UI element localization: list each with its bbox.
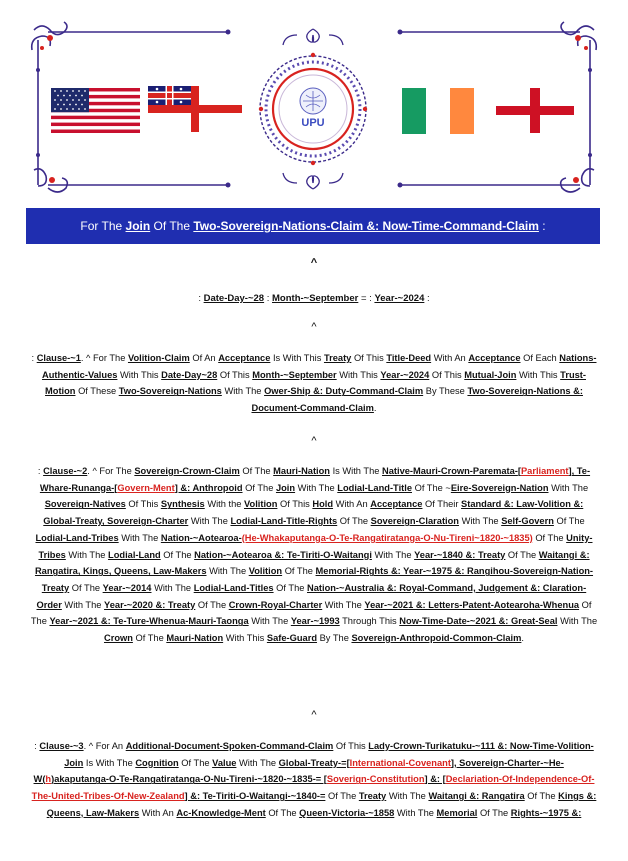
- clause-key-term: Now-Time-Date-~2021 &: Great-Seal: [399, 616, 558, 627]
- clause-text: With The: [371, 549, 415, 560]
- clause-text: With An: [139, 807, 177, 818]
- clause-key-term: Year-~2024: [380, 369, 430, 380]
- clause-red-term: Soverign-Constitution: [326, 774, 425, 785]
- clause-key-term: Sovereign-Claration: [370, 516, 459, 527]
- clause-text: . ^ For The: [80, 353, 128, 363]
- clause-key-term: Memorial-Rights &: Year-~1975 &: Rangihou-Sovereign-Nation-Treaty: [41, 566, 594, 593]
- clause-text: Of The: [505, 549, 539, 560]
- title-banner: [26, 208, 600, 244]
- clause-red-term: International-Covenant: [349, 757, 451, 768]
- header-emblems: [0, 0, 628, 200]
- clause-text: With the: [204, 499, 245, 510]
- clause-text: Through This: [339, 616, 400, 627]
- clause-text: Of The: [160, 549, 195, 560]
- clause-text: Of Their: [422, 499, 462, 510]
- ireland-flag-icon: [402, 88, 474, 134]
- clause-key-term: Sovereign-Crown-Claim: [134, 466, 240, 476]
- clause-text: Of The: [239, 466, 274, 476]
- clause-key-term: Clause-~1: [36, 353, 81, 363]
- clause-key-term: Year-~2020 &: Treaty: [104, 599, 196, 610]
- clause-key-term: Volition: [244, 499, 278, 510]
- clause-text: Of The: [325, 791, 359, 802]
- caret-separator: ^: [311, 709, 317, 721]
- clause-text: With The: [65, 549, 109, 560]
- clause-key-term: Acceptance: [370, 499, 423, 510]
- clause-text: With The: [151, 582, 194, 593]
- clause-key-term: ] &: Te-Tiriti-O-Waitangi-~1840-=: [184, 791, 326, 802]
- clause-key-term: Additional-Document-Spoken-Command-Claim: [125, 741, 334, 751]
- clause-key-term: Date-Day~28: [161, 369, 218, 380]
- clause-text: . ^ For The: [87, 466, 135, 476]
- clause-key-term: Year-~2014: [102, 582, 152, 593]
- clause-key-term: ], Sovereign-Charter-~He-W(: [33, 757, 564, 785]
- clause-text: With The: [394, 807, 437, 818]
- united-states-flag-icon: [51, 88, 140, 133]
- clause-key-term: Join: [275, 482, 296, 493]
- clause-text: With The: [188, 516, 231, 527]
- clause-key-term: ] &: Anthropoid: [174, 482, 243, 493]
- clause-red-term: Declariation-Of-Independence-Of-The-United-Tribes-Of-New-Zealand: [31, 774, 595, 802]
- clause-text: With An: [431, 353, 469, 363]
- clause-key-term: Self-Govern: [501, 516, 554, 527]
- clause-red-term: Govern-Ment: [117, 482, 175, 493]
- clause-key-term: Sovereign-Natives: [44, 499, 126, 510]
- clause-key-term: Sovereign-Anthropoid-Common-Claim: [351, 633, 522, 644]
- clause-text: With This: [117, 369, 162, 380]
- clause-key-term: Mauri-Nation: [166, 633, 224, 644]
- clause-key-term: Nations-Authentic-Values: [41, 353, 597, 380]
- clause-key-term: Crown-Royal-Charter: [228, 599, 323, 610]
- clause-key-term: Two-Sovereign-Nations &: Document-Command-Claim: [251, 386, 583, 414]
- clause-1: [30, 350, 598, 417]
- clause-text: Is With The: [83, 757, 136, 768]
- clause-key-term: Crown: [103, 633, 133, 644]
- clause-key-term: Trust-Motion: [45, 369, 586, 397]
- clause-text: Of The: [242, 482, 276, 493]
- clause-text: Of The: [265, 807, 300, 818]
- clause-2: [30, 463, 598, 647]
- clause-text: With The: [458, 516, 502, 527]
- clause-text: .: [521, 633, 524, 644]
- clause-key-term: Clause-~3: [39, 741, 84, 751]
- united-tribes-flag-icon: [148, 86, 242, 132]
- clause-key-term: Two-Sovereign-Nations: [118, 386, 222, 397]
- clause-text: Of The ~: [412, 482, 451, 493]
- clause-key-term: Lodial-Land: [108, 549, 161, 560]
- clause-key-term: Waitangi &: Rangatira, Kings, Queens, Law-Makers: [34, 549, 590, 577]
- clause-text: With The: [221, 386, 265, 397]
- clause-text: Of This: [277, 499, 313, 510]
- clause-text: Of The: [195, 599, 229, 610]
- clause-red-term: h: [45, 774, 52, 785]
- clause-key-term: Clause-~2: [43, 466, 88, 476]
- clause-text: Of The: [532, 532, 567, 543]
- clause-key-term: Native-Mauri-Crown-Paremata-: [382, 466, 518, 476]
- clause-3: [30, 738, 598, 822]
- clause-key-term: Hold: [312, 499, 334, 510]
- caret-separator: ^: [311, 321, 317, 333]
- upu-seal-icon: [257, 25, 369, 193]
- clause-text: With An: [333, 499, 371, 510]
- clause-text: Is With The: [329, 466, 382, 476]
- clause-text: Of The: [30, 599, 592, 627]
- clause-text: With The: [61, 599, 105, 610]
- clause-text: By These: [423, 386, 468, 397]
- clause-key-term: Acceptance: [218, 353, 271, 363]
- clause-text: Is With This: [270, 353, 324, 363]
- caret-separator: ^: [310, 257, 318, 269]
- clause-key-term: [: [517, 466, 521, 476]
- clause-text: With The: [118, 532, 161, 543]
- clause-key-term: Safe-Guard: [266, 633, 318, 644]
- clause-key-term: Ac-Knowledge-Ment: [176, 807, 266, 818]
- clause-key-term: Mutual-Join: [464, 369, 517, 380]
- clause-text: With The: [386, 791, 429, 802]
- clause-text: Of The: [178, 757, 213, 768]
- clause-key-term: Unity-Tribes: [38, 532, 593, 560]
- clause-key-term: Year-~2021 &: Te-Ture-Whenua-Mauri-Taonga: [49, 616, 249, 627]
- clause-text: With This: [223, 633, 267, 644]
- clause-key-term: Value: [212, 757, 237, 768]
- clause-text: Of The: [524, 791, 559, 802]
- clause-text: With The: [248, 616, 291, 627]
- clause-key-term: Treaty: [323, 353, 352, 363]
- clause-key-term: Lodial-Land-Title: [337, 482, 412, 493]
- clause-text: With The: [236, 757, 279, 768]
- clause-text: Of The: [282, 566, 316, 577]
- clause-text: Of An: [189, 353, 219, 363]
- clause-red-term: (He-Whakaputanga-O-Te-Rangatiratanga-O-Nu-Tireni~1820-~1835): [241, 532, 533, 543]
- clause-text: Of The: [273, 582, 307, 593]
- clause-text: Of This: [125, 499, 161, 510]
- clause-key-term: Lodial-Land-Tribes: [35, 532, 119, 543]
- clause-text: Of The: [69, 582, 103, 593]
- clause-key-term: Waitangi &: Rangatira: [428, 791, 525, 802]
- clause-key-term: Memorial: [436, 807, 478, 818]
- clause-key-term: Year-~2021 &: Letters-Patent-Aotearoha-Whenua: [364, 599, 580, 610]
- date-line: : Date-Day-~28 : Month-~September = : Year-~2024 :: [198, 293, 430, 304]
- clause-key-term: , Te-Whare-Runanga-: [39, 466, 591, 493]
- clause-text: :: [31, 353, 37, 363]
- clause-key-term: Synthesis: [160, 499, 205, 510]
- clause-text: Of The: [337, 516, 371, 527]
- clause-text: Of The: [553, 516, 585, 527]
- clause-red-term: Parliament: [520, 466, 569, 476]
- clause-key-term: Volition-Claim: [127, 353, 190, 363]
- caret-separator: ^: [311, 435, 317, 447]
- clause-key-term: Eire-Sovereign-Nation: [450, 482, 549, 493]
- clause-key-term: Standard &: Law-Volition &: Global-Treaty, Sovereign-Charter: [43, 499, 584, 527]
- clause-text: With The: [557, 616, 598, 627]
- clause-key-term: Mauri-Nation: [273, 466, 330, 476]
- clause-key-term: Nation-~Australia &: Royal-Command, Judgement &: Claration-Order: [36, 582, 587, 610]
- clause-text: . ^ For An: [83, 741, 126, 751]
- clause-text: With The: [206, 566, 249, 577]
- clause-key-term: Global-Treaty-=[: [278, 757, 350, 768]
- clause-key-term: Nation-~Aotearoa &: Te-Tiriti-O-Waitangi: [194, 549, 372, 560]
- clause-key-term: )akaputanga-O-Te-Rangatiratanga-O-Nu-Tireni-~1820-~1835-= [: [51, 774, 327, 785]
- clause-key-term: Year-~1840 &: Treaty: [414, 549, 506, 560]
- seal-label: UPU: [301, 117, 325, 129]
- clause-text: By The: [317, 633, 352, 644]
- banner-text: For The Join Of The Two-Sovereign-Nations-Claim &: Now-Time-Command-Claim :: [80, 219, 546, 233]
- clause-text: With This: [336, 369, 381, 380]
- england-flag-icon: [496, 88, 574, 133]
- clause-text: With The: [322, 599, 365, 610]
- clause-text: Of This: [429, 369, 465, 380]
- clause-key-term: Volition: [248, 566, 283, 577]
- clause-key-term: Ower-Ship &: Duty-Command-Claim: [264, 386, 424, 397]
- clause-key-term: ]: [568, 466, 572, 476]
- clause-key-term: Treaty: [358, 791, 387, 802]
- clause-key-term: Lady-Crown-Turikatuku-~111 &: Now-Time-Volition-Join: [64, 741, 594, 768]
- clause-text: Of This: [351, 353, 387, 363]
- clause-key-term: ] &: [: [424, 774, 446, 785]
- clause-text: .: [373, 403, 377, 414]
- clause-key-term: Year-~1993: [290, 616, 340, 627]
- clause-text: Of The: [132, 633, 167, 644]
- clause-key-term: Nation-~Aotearoa-: [160, 532, 242, 543]
- clause-key-term: Acceptance: [468, 353, 521, 363]
- clause-text: With The: [295, 482, 338, 493]
- clause-key-term: Lodial-Land-Title-Rights: [230, 516, 338, 527]
- clause-key-term: Cognition: [135, 757, 179, 768]
- clause-key-term: Kings &: Queens, Law-Makers: [46, 791, 597, 818]
- clause-text: :: [37, 466, 44, 476]
- clause-text: With The: [548, 482, 589, 493]
- clause-key-term: Title-Deed: [386, 353, 432, 363]
- clause-text: Of Each: [520, 353, 560, 363]
- clause-text: Of This: [217, 369, 253, 380]
- clause-text: Of These: [75, 386, 119, 397]
- clause-text: With This: [516, 369, 561, 380]
- clause-text: :: [34, 741, 40, 751]
- clause-key-term: Lodial-Land-Titles: [193, 582, 274, 593]
- clause-key-term: Queen-Victoria-~1858: [299, 807, 395, 818]
- clause-text: Of This: [333, 741, 369, 751]
- clause-key-term: Rights-~1975 &:: [510, 807, 582, 818]
- clause-key-term: [: [114, 482, 118, 493]
- clause-key-term: Month-~September: [252, 369, 337, 380]
- clause-text: Of The: [477, 807, 511, 818]
